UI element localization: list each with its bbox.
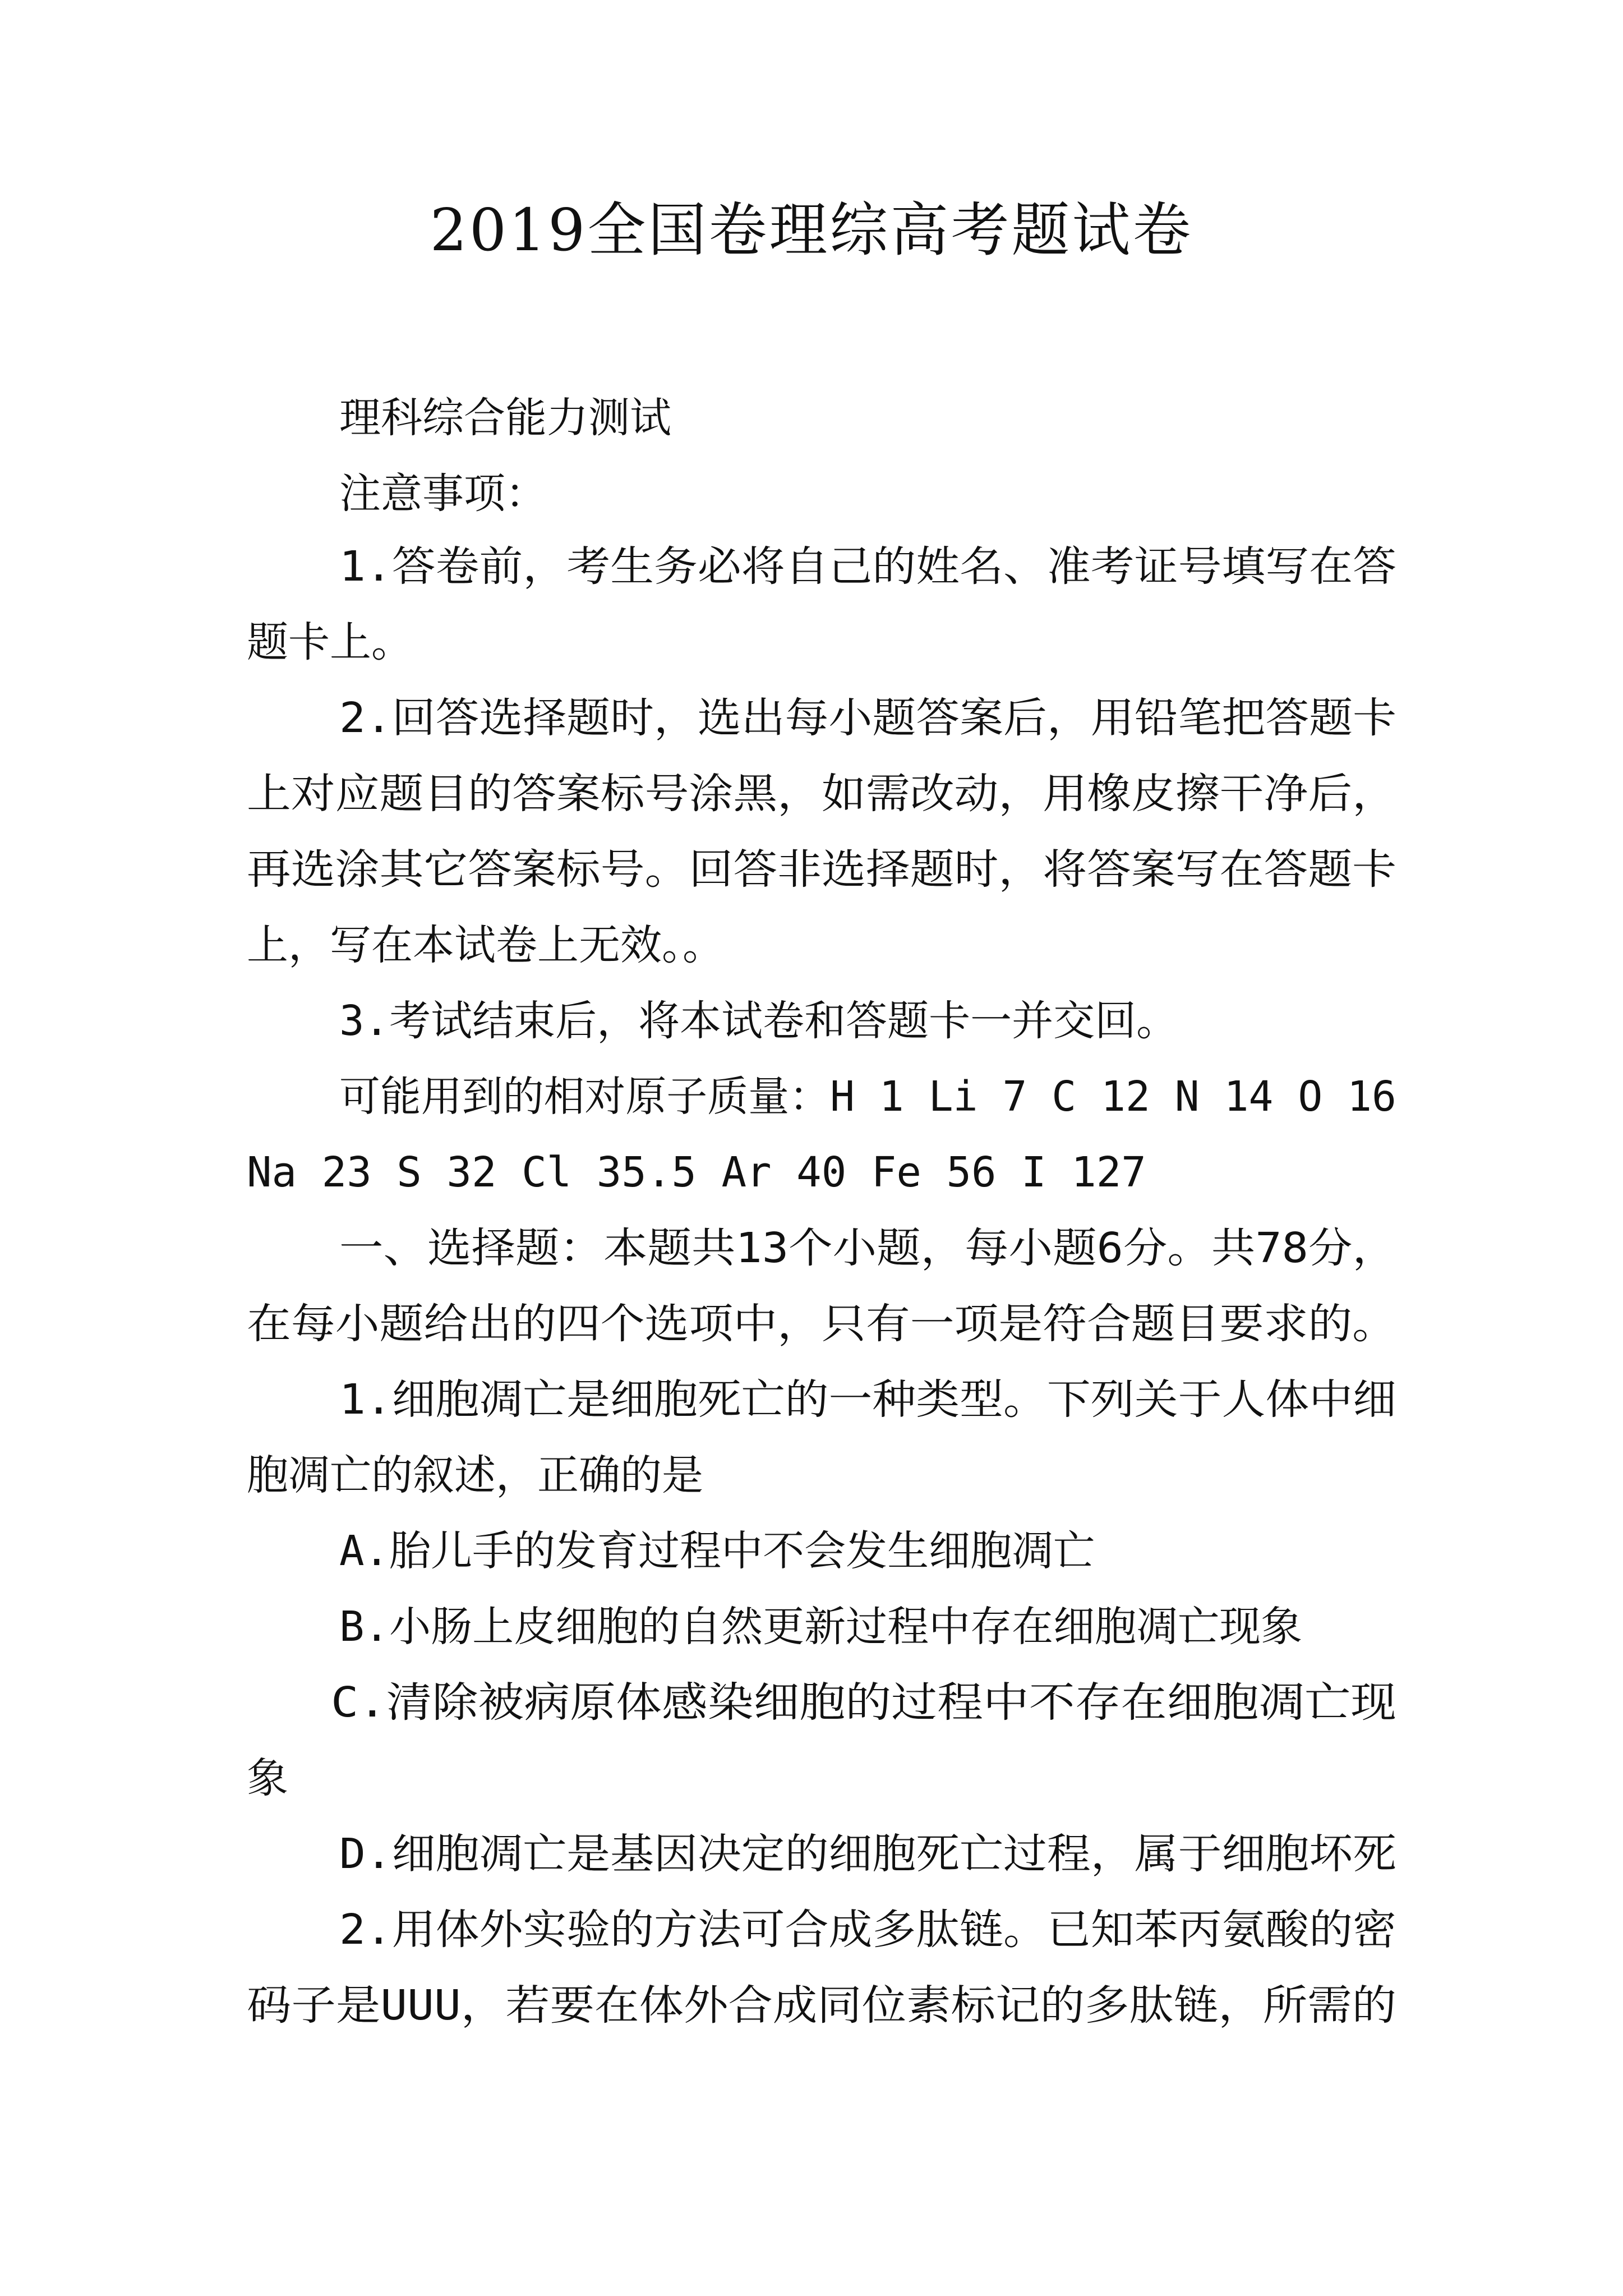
paragraph-line: 上对应题目的答案标号涂黑，如需改动，用橡皮擦干净后，	[247, 770, 1397, 818]
option-line: 象	[247, 1754, 288, 1802]
paragraph-line: 1.答卷前，考生务必将自己的姓名、准考证号填写在答	[339, 542, 1396, 591]
document-title: 2019全国卷理综高考题试卷	[430, 196, 1193, 264]
paragraph-line: 题卡上。	[247, 618, 413, 666]
paragraph-line: 码子是UUU，若要在体外合成同位素标记的多肽链，所需的	[247, 1981, 1397, 2030]
option-line: A.胎儿手的发育过程中不会发生细胞凋亡	[339, 1527, 1095, 1575]
option-line: C.清除被病原体感染细胞的过程中不存在细胞凋亡现	[331, 1678, 1396, 1727]
paragraph-line: 上，写在本试卷上无效。。	[247, 921, 724, 969]
option-line: D.细胞凋亡是基因决定的细胞死亡过程，属于细胞坏死	[339, 1830, 1396, 1878]
paragraph-line: 在每小题给出的四个选项中，只有一项是符合题目要求的。	[247, 1300, 1397, 1348]
paragraph-line: 3.考试结束后，将本试卷和答题卡一并交回。	[339, 997, 1178, 1045]
paragraph-line: 可能用到的相对原子质量：H 1 Li 7 C 12 N 14 O 16	[339, 1073, 1396, 1121]
paragraph-line: 胞凋亡的叙述，正确的是	[247, 1451, 703, 1499]
paragraph-line: 一、选择题：本题共13个小题，每小题6分。共78分，	[339, 1224, 1396, 1272]
option-line: B.小肠上皮细胞的自然更新过程中存在细胞凋亡现象	[339, 1603, 1303, 1651]
paragraph-line: 2.回答选择题时，选出每小题答案后，用铅笔把答题卡	[339, 694, 1396, 742]
paragraph-line: Na 23 S 32 Cl 35.5 Ar 40 Fe 56 I 127	[247, 1148, 1146, 1197]
paragraph-line: 再选涂其它答案标号。回答非选择题时，将答案写在答题卡	[247, 845, 1397, 894]
paragraph-line: 理科综合能力测试	[339, 394, 671, 442]
paragraph-line: 注意事项：	[339, 470, 547, 518]
paragraph-line: 1.细胞凋亡是细胞死亡的一种类型。下列关于人体中细	[339, 1375, 1396, 1424]
paragraph-line: 2.用体外实验的方法可合成多肽链。已知苯丙氨酸的密	[339, 1906, 1396, 1954]
